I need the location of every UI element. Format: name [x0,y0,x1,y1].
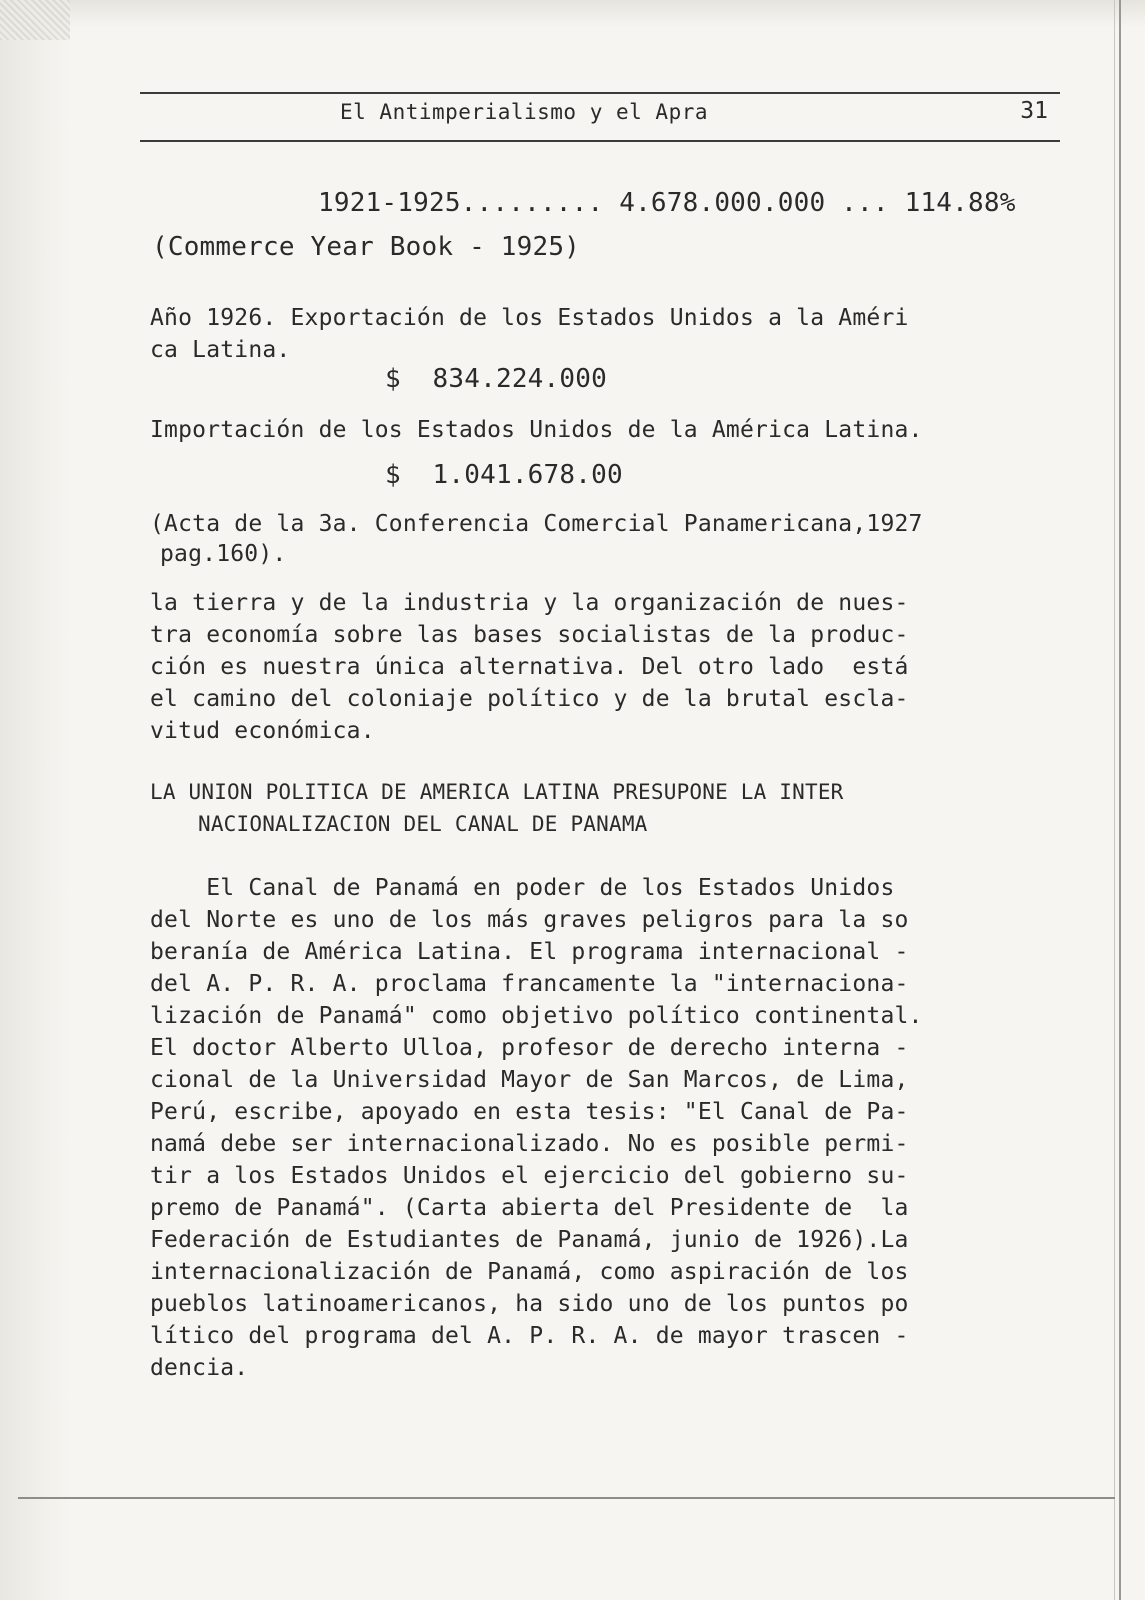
paragraph-1-line: la tierra y de la industria y la organización de nues- [150,590,909,616]
paragraph-2-line: cional de la Universidad Mayor de San Marcos, de Lima, [150,1067,909,1093]
paragraph-2-line: Perú, escribe, apoyado en esta tesis: "El Canal de Pa- [150,1099,909,1125]
paragraph-2-line: lítico del programa del A. P. R. A. de mayor trascen - [150,1323,909,1349]
paragraph-2-line: El doctor Alberto Ulloa, profesor de derecho interna - [150,1035,909,1061]
exports-amount: $ 834.224.000 [385,364,607,394]
paragraph-2-line: pueblos latinoamericanos, ha sido uno de los puntos po [150,1291,909,1317]
paragraph-2-line: del A. P. R. A. proclama francamente la "internaciona- [150,971,909,997]
citation-line-2: pag.160). [160,541,287,567]
scan-shadow-left [0,0,70,1600]
section-heading-line-1: LA UNION POLITICA DE AMERICA LATINA PRESUPONE LA INTER [150,780,844,804]
paragraph-2-line: beranía de América Latina. El programa internacional - [150,939,909,965]
page-edge-right [1119,0,1121,1600]
page-number: 31 [1020,98,1048,124]
running-header-title: El Antimperialismo y el Apra [340,100,709,124]
paragraph-1-line: ción es nuestra única alternativa. Del otro lado está [150,654,909,680]
paragraph-2-line: internacionalización de Panamá, como aspiración de los [150,1259,909,1285]
paragraph-2-line: El Canal de Panamá en poder de los Estados Unidos [150,875,895,901]
paragraph-2-line: del Norte es uno de los más graves peligros para la so [150,907,909,933]
paragraph-1-line: vitud económica. [150,718,375,744]
paragraph-2-line: Federación de Estudiantes de Panamá, junio de 1926).La [150,1227,909,1253]
paragraph-2-line: premo de Panamá". (Carta abierta del Presidente de la [150,1195,909,1221]
paragraph-2-line: lización de Panamá" como objetivo político continental. [150,1003,923,1029]
imports-amount: $ 1.041.678.00 [385,460,623,490]
paragraph-1-line: el camino del coloniaje político y de la brutal escla- [150,686,909,712]
stats-source: (Commerce Year Book - 1925) [152,232,581,262]
imports-line-1: Importación de los Estados Unidos de la América Latina. [150,417,923,443]
running-header [140,92,1060,142]
exports-line-2: ca Latina. [150,337,291,363]
citation-line-1: (Acta de la 3a. Conferencia Comercial Panamericana,1927 [150,511,923,537]
page-edge-bottom [18,1497,1115,1499]
paragraph-2-line: tir a los Estados Unidos el ejercicio del gobierno su- [150,1163,909,1189]
exports-line-1: Año 1926. Exportación de los Estados Unidos a la Améri [150,305,909,331]
scan-shadow-top [0,0,1145,28]
section-heading-line-2: NACIONALIZACION DEL CANAL DE PANAMA [198,812,648,836]
page-edge-right-inner [1114,0,1115,1600]
paragraph-2-line: namá debe ser internacionalizado. No es posible permi- [150,1131,909,1157]
paragraph-2-line: dencia. [150,1355,249,1381]
scan-corner-artifact [0,0,70,40]
stats-row-1921-1925: 1921-1925......... 4.678.000.000 ... 114.88% [318,188,1016,218]
paragraph-1-line: tra economía sobre las bases socialistas de la produc- [150,622,909,648]
